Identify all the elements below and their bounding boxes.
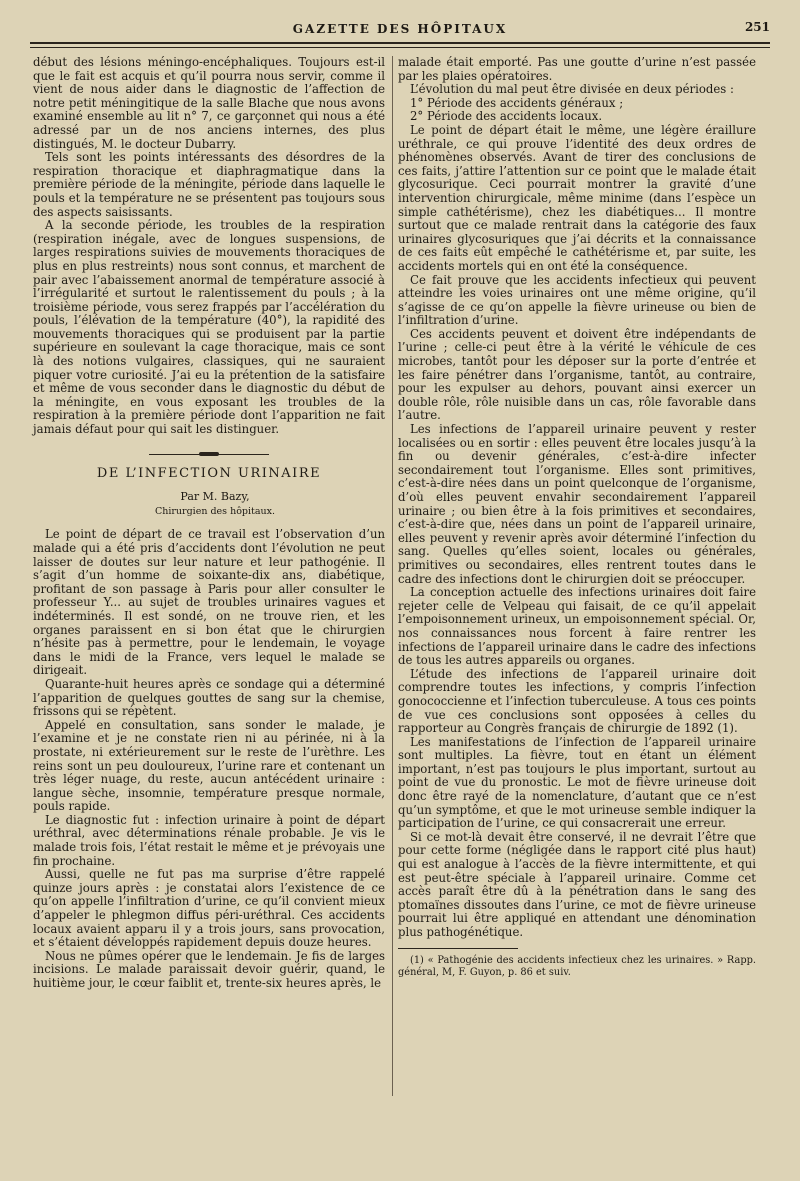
page-number: 251 <box>744 20 770 34</box>
paragraph: Ce fait prouve que les accidents infectieux qui peuvent atteindre les voies urinaires ont une même origine, qu’il s’agisse de ce qu’on appelle la fièvre urineuse ou bien de l’infiltration d’urine. <box>398 272 756 328</box>
header-rule-thin <box>30 47 770 48</box>
section-separator <box>149 451 269 457</box>
left-column <box>33 56 385 991</box>
paragraph: Les infections de l’appareil urinaire peuvent y rester localisées ou en sortir : elles peuvent être locales jusqu’à la fin ou devenir générales, c’est-à-dire infecter secondairement tout l’organisme. Elles sont primitives, c’est-à-dire nées dans un point quelconque de l’organisme, d’où elles peuvent envahir secondairement l’appareil urinaire ; ou bien être à la fois primitives et secondaires, c’est-à-dire que, nées dans un point de l’appareil urinaire, elles peuvent y revenir après avoir déterminé l’infection du sang. Quelles qu’elles soient, locales ou générales, primitives ou secondaires, elles rentrent toutes dans le cadre des infections dont le chirurgien doit se préoccuper. <box>398 422 756 586</box>
paragraph: Nous ne pûmes opérer que le lendemain. Je fis de larges incisions. Le malade paraissait devoir guérir, quand, le huitième jour, le cœur faiblit et, trente-six heures après, le <box>33 948 385 990</box>
paragraph: L’évolution du mal peut être divisée en deux périodes : <box>410 82 734 97</box>
paragraph: Ces accidents peuvent et doivent être indépendants de l’urine ; celle-ci peut être à la vérité le véhicule de ces microbes, tantôt pour les déposer sur la porte d’entrée et les faire pénétrer dans l’organisme, tantôt, au contraire, pour les expulser au dehors, pouvant ainsi exercer un double rôle, rôle nuisible dans un cas, rôle favorable dans l’autre. <box>398 326 756 423</box>
paragraph: Le point de départ de ce travail est l’observation d’un malade qui a été pris d’accidents dont l’évolution ne peut laisser de doutes sur leur nature et leur pathogénie. Il s’agit d’un homme de soixante-dix ans, diabétique, profitant de son passage à Paris pour aller consulter le professeur Y... au sujet de troubles urinaires vagues et indéterminés. Il est sondé, on ne trouve rien, et les organes paraissent en si bon état que le chirurgien n’hésite pas à permettre, pour le lendemain, le voyage dans le midi de la France, vers lequel le malade se dirigeait. <box>33 527 385 678</box>
header-rule <box>30 42 770 44</box>
paragraph: Aussi, quelle ne fut pas ma surprise d’être rappelé quinze jours après : je constatai alors l’existence de ce qu’on appelle l’infiltration d’urine, ce qu’il convient mieux d’appeler le phlegmon diffus péri-uréthral. Ces accidents locaux avaient apparu il y a trois jours, sans provocation, et s’étaient développés rapidement depuis douze heures. <box>33 867 385 950</box>
running-title: GAZETTE DES HÔPITAUX <box>292 22 508 36</box>
paragraph: Appelé en consultation, sans sonder le malade, je l’examine et je ne constate rien ni au périnée, ni à la prostate, ni extérieurement sur le reste de l’urèthre. Les reins sont un peu douloureux, l’urine rare et contenant un très léger nuage, du reste, aucun antécédent urinaire : langue sèche, insomnie, température presque normale, pouls rapide. <box>33 717 385 814</box>
paragraph: Tels sont les points intéressants des désordres de la respiration thoracique et diaphragmatique dans la première période de la méningite, période dans laquelle le pouls et la température ne se présentent pas toujours sous des aspects saisissants. <box>33 150 385 219</box>
article-title: DE L’INFECTION URINAIRE <box>96 465 322 481</box>
footnote: (1) « Pathogénie des accidents infectieux chez les urinaires. » Rapp. général, M, F. Guyon, p. 86 et suiv. <box>398 954 756 978</box>
paragraph: La conception actuelle des infections urinaires doit faire rejeter celle de Velpeau qui faisait, de ce qu’il appelait l’empoisonnement urineux, un empoisonnement spécial. Or, nos connaissances nous forcent à faire rentrer les infections de l’appareil urinaire dans le cadre des infections de tous les autres appareils ou organes. <box>398 585 756 668</box>
paragraph: Si ce mot-là devait être conservé, il ne devrait l’être que pour cette forme (négligée dans le rapport cité plus haut) qui est analogue à l’accès de la fièvre intermittente, et qui est peut-être spéciale à l’appareil urinaire. Comme cet accès paraît être dû à la pénétration dans le sang des ptomaïnes dissoutes dans l’urine, ce mot de fièvre urineuse pourrait lui être appliqué en attendant une dénomination plus pathogénétique. <box>398 829 756 939</box>
paragraph: A la seconde période, les troubles de la respiration (respiration inégale, avec de longues suspensions, de larges respirations suivies de mouvements thoraciques de plus en plus restreints) nous sont connus, et marchent de pair avec l’abaissement anormal de température associé à l’irrégularité et surtout le ralentissement du pouls ; à la troisième période, vous serez frappés par l’accélération du pouls, l’élévation de la température (40°), la rapidité des mouvements thoraciques qui se produisent par la partie supérieure en soulevant la cage thoracique, mais ce sont là des notions vulgaires, classiques, qui ne sauraient piquer votre curiosité. J’ai eu la prétention de la satisfaire et même de vous seconder dans le diagnostic du début de la méningite, en vous exposant les troubles de la respiration à la première période dont l’apparition ne fait jamais défaut pour qui sait les distinguer. <box>33 218 385 437</box>
paragraph: Le point de départ était le même, une légère éraillure uréthrale, ce qui prouve l’identité des deux ordres de phénomènes observés. Avant de tirer des conclusions de ces faits, j’attire l’attention sur ce point que le malade était glycosurique. Ceci pourrait montrer la gravité d’une intervention chirurgicale, même minime (dans l’espèce un simple cathétérisme), chez les diabétiques... Il montre surtout que ce malade rentrait dans la catégorie des faux urinaires glycosuriques que j’ai décrits et la connaissance de ces faits eût empêché le cathétérisme et, par suite, les accidents mortels qui en ont été la conséquence. <box>398 122 756 273</box>
paragraph: début des lésions méningo-encéphaliques. Toujours est-il que le fait est acquis et qu’il pourra nous servir, comme il vient de nous aider dans le diagnostic de l’affection de notre petit méningitique de la salle Blache que nous avons examiné ensemble au lit n° 7, ce garçonnet qui nous a été adressé par un de nos anciens internes, des plus distingués, M. le docteur Dubarry. <box>33 55 385 151</box>
paragraph: Les manifestations de l’infection de l’appareil urinaire sont multiples. La fièvre, tout en étant un élément important, n’est pas toujours le plus important, surtout au point de vue du pronostic. Le mot de fièvre urineuse doit donc être rayé de la nomenclature, d’autant que ce n’est qu’un symptôme, et que le mot urineuse semble indiquer la participation de l’urine, ce qui consacrerait une erreur. <box>398 734 756 831</box>
paragraph: malade était emporté. Pas une goutte d’urine n’est passée par les plaies opératoires. <box>398 55 756 83</box>
paragraph: Le diagnostic fut : infection urinaire à point de départ uréthral, avec déterminations rénale probable. Je vis le malade trois fois, l’état restait le même et je prévoyais une fin prochaine. <box>33 812 385 868</box>
page-header <box>30 18 770 40</box>
paragraph: L’étude des infections de l’appareil urinaire doit comprendre toutes les infections, y compris l’infection gonococcienne et l’infection tuberculeuse. A tous ces points de vue ces conclusions sont opposées à celles du rapporteur au Congrès français de chirurgie de 1892 (1). <box>398 666 756 736</box>
byline: Par M. Bazy, <box>180 490 250 504</box>
author-role: Chirurgien des hôpitaux. <box>154 505 276 517</box>
footnote-rule <box>398 948 518 949</box>
list-item: 1° Période des accidents généraux ; <box>410 95 624 110</box>
list-item: 2° Période des accidents locaux. <box>410 109 603 124</box>
right-column <box>398 56 756 979</box>
paragraph: Quarante-huit heures après ce sondage qui a déterminé l’apparition de quelques gouttes de sang sur la chemise, frissons qui se répètent. <box>33 676 385 719</box>
